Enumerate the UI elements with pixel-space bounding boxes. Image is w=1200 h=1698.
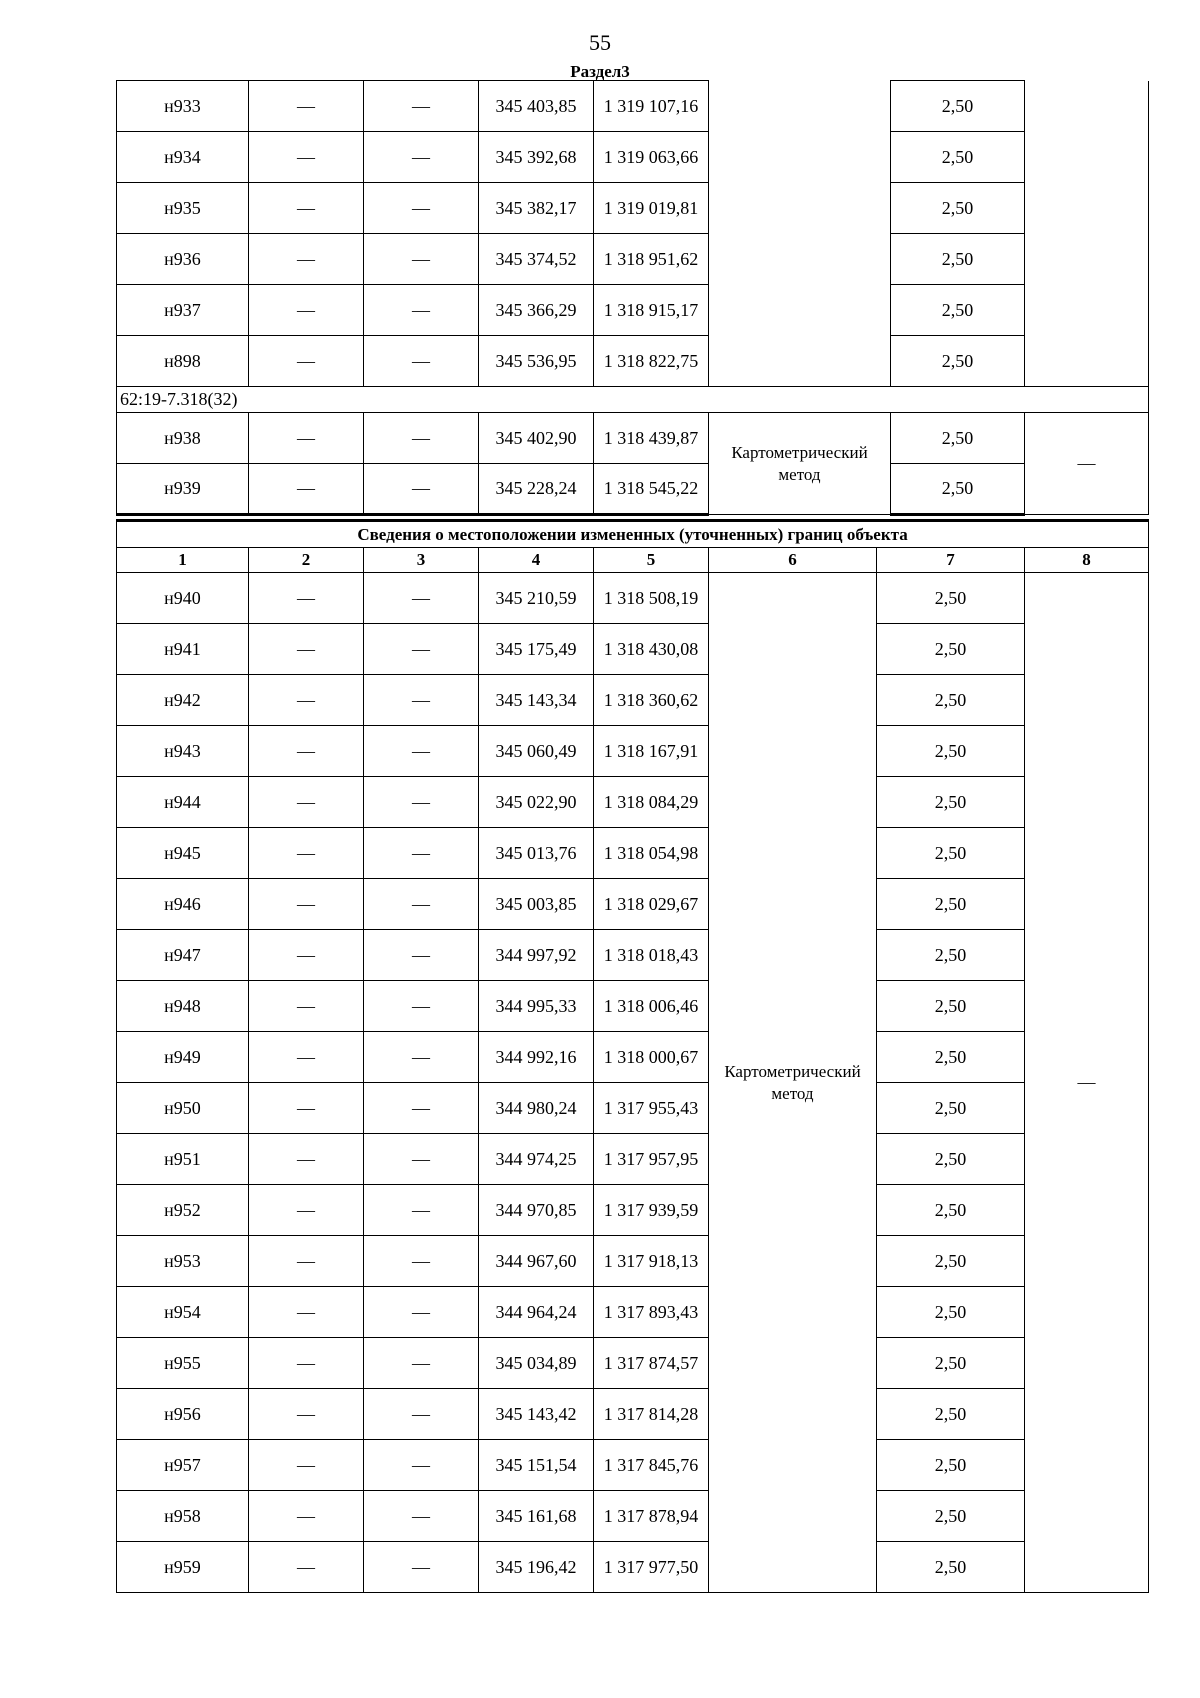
col3-cell: — — [364, 1338, 479, 1389]
col3-cell: — — [364, 234, 479, 285]
accuracy-cell: 2,50 — [877, 1491, 1025, 1542]
column-number: 8 — [1025, 548, 1149, 573]
table-row — [117, 1083, 1149, 1134]
col2-cell: — — [249, 234, 364, 285]
col3-cell: — — [364, 336, 479, 387]
table-row — [117, 828, 1149, 879]
col2-cell: — — [249, 930, 364, 981]
column-number: 3 — [364, 548, 479, 573]
y-coordinate-cell: 1 317 814,28 — [594, 1389, 709, 1440]
accuracy-cell: 2,50 — [891, 234, 1025, 285]
table-row — [117, 624, 1149, 675]
col2-cell: — — [249, 981, 364, 1032]
table-row — [117, 930, 1149, 981]
coordinates-table-top — [116, 80, 1149, 516]
x-coordinate-cell: 344 992,16 — [479, 1032, 594, 1083]
col2-cell: — — [249, 1083, 364, 1134]
point-id-cell: н944 — [117, 777, 249, 828]
accuracy-cell: 2,50 — [891, 464, 1025, 515]
x-coordinate-cell: 345 403,85 — [479, 81, 594, 132]
y-coordinate-cell: 1 317 845,76 — [594, 1440, 709, 1491]
accuracy-cell: 2,50 — [877, 624, 1025, 675]
table-row — [117, 1338, 1149, 1389]
page-number: 55 — [589, 30, 611, 55]
y-coordinate-cell: 1 317 874,57 — [594, 1338, 709, 1389]
table-row — [117, 777, 1149, 828]
col3-cell: — — [364, 1032, 479, 1083]
col2-cell: — — [249, 777, 364, 828]
point-id-cell: н936 — [117, 234, 249, 285]
method-cell — [709, 573, 877, 1593]
x-coordinate-cell: 345 022,90 — [479, 777, 594, 828]
y-coordinate-cell: 1 319 063,66 — [594, 132, 709, 183]
y-coordinate-cell: 1 318 054,98 — [594, 828, 709, 879]
y-coordinate-cell: 1 317 957,95 — [594, 1134, 709, 1185]
method-line-2: метод — [771, 1083, 814, 1103]
table-row — [117, 1440, 1149, 1491]
col3-cell: — — [364, 624, 479, 675]
x-coordinate-cell: 345 210,59 — [479, 573, 594, 624]
point-id-cell: н939 — [117, 464, 249, 515]
col2-cell: — — [249, 675, 364, 726]
y-coordinate-cell: 1 317 893,43 — [594, 1287, 709, 1338]
y-coordinate-cell: 1 318 167,91 — [594, 726, 709, 777]
x-coordinate-cell: 345 402,90 — [479, 413, 594, 464]
table-row — [117, 132, 1149, 183]
column-number: 2 — [249, 548, 364, 573]
col3-cell: — — [364, 1185, 479, 1236]
point-id-cell: н959 — [117, 1542, 249, 1593]
point-id-cell: н933 — [117, 81, 249, 132]
accuracy-cell: 2,50 — [877, 675, 1025, 726]
x-coordinate-cell: 345 196,42 — [479, 1542, 594, 1593]
x-coordinate-cell: 345 143,34 — [479, 675, 594, 726]
accuracy-cell: 2,50 — [877, 981, 1025, 1032]
col3-cell: — — [364, 1542, 479, 1593]
col3-cell: — — [364, 981, 479, 1032]
accuracy-cell: 2,50 — [877, 1287, 1025, 1338]
x-coordinate-cell: 344 995,33 — [479, 981, 594, 1032]
accuracy-cell: 2,50 — [877, 930, 1025, 981]
col2-cell: — — [249, 1032, 364, 1083]
col2-cell: — — [249, 1236, 364, 1287]
point-id-cell: н942 — [117, 675, 249, 726]
col2-cell: — — [249, 1185, 364, 1236]
accuracy-cell: 2,50 — [877, 726, 1025, 777]
table-row — [117, 1032, 1149, 1083]
point-id-cell: н955 — [117, 1338, 249, 1389]
col3-cell: — — [364, 464, 479, 515]
col2-cell: — — [249, 413, 364, 464]
column-number: 1 — [117, 548, 249, 573]
y-coordinate-cell: 1 319 019,81 — [594, 183, 709, 234]
col3-cell: — — [364, 828, 479, 879]
x-coordinate-cell: 345 536,95 — [479, 336, 594, 387]
y-coordinate-cell: 1 317 878,94 — [594, 1491, 709, 1542]
col3-cell: — — [364, 1491, 479, 1542]
table-row — [117, 726, 1149, 777]
column-numbers-row — [117, 548, 1149, 573]
col8-dash-cell: — — [1025, 573, 1149, 1593]
col3-cell: — — [364, 1083, 479, 1134]
x-coordinate-cell: 345 060,49 — [479, 726, 594, 777]
table-row — [117, 1236, 1149, 1287]
col2-cell: — — [249, 1389, 364, 1440]
point-id-cell: н940 — [117, 573, 249, 624]
y-coordinate-cell: 1 318 545,22 — [594, 464, 709, 515]
accuracy-cell: 2,50 — [891, 413, 1025, 464]
point-id-cell: н938 — [117, 413, 249, 464]
y-coordinate-cell: 1 318 000,67 — [594, 1032, 709, 1083]
x-coordinate-cell: 345 003,85 — [479, 879, 594, 930]
method-line-1: Картометрический — [724, 1061, 861, 1081]
col2-cell: — — [249, 183, 364, 234]
col3-cell: — — [364, 183, 479, 234]
point-id-cell: н945 — [117, 828, 249, 879]
table-row — [117, 285, 1149, 336]
parcel-id-row — [117, 387, 1149, 413]
col2-cell: — — [249, 1491, 364, 1542]
point-id-cell: н937 — [117, 285, 249, 336]
table-row — [117, 981, 1149, 1032]
x-coordinate-cell: 345 392,68 — [479, 132, 594, 183]
method-cell — [709, 413, 891, 515]
accuracy-cell: 2,50 — [877, 1542, 1025, 1593]
accuracy-cell: 2,50 — [877, 828, 1025, 879]
column-number: 4 — [479, 548, 594, 573]
col2-cell: — — [249, 1134, 364, 1185]
col2-cell: — — [249, 81, 364, 132]
col2-cell: — — [249, 1338, 364, 1389]
col8-dash-cell: — — [1025, 413, 1149, 515]
col3-cell: — — [364, 675, 479, 726]
x-coordinate-cell: 345 151,54 — [479, 1440, 594, 1491]
y-coordinate-cell: 1 317 918,13 — [594, 1236, 709, 1287]
accuracy-cell: 2,50 — [891, 132, 1025, 183]
y-coordinate-cell: 1 317 977,50 — [594, 1542, 709, 1593]
col3-cell: — — [364, 777, 479, 828]
point-id-cell: н935 — [117, 183, 249, 234]
point-id-cell: н949 — [117, 1032, 249, 1083]
x-coordinate-cell: 345 161,68 — [479, 1491, 594, 1542]
column-number: 6 — [709, 548, 877, 573]
point-id-cell: н946 — [117, 879, 249, 930]
blank-col6-cell — [709, 81, 891, 387]
accuracy-cell: 2,50 — [877, 777, 1025, 828]
y-coordinate-cell: 1 317 955,43 — [594, 1083, 709, 1134]
col3-cell: — — [364, 413, 479, 464]
blank-col8-cell — [1025, 81, 1149, 387]
accuracy-cell: 2,50 — [877, 1134, 1025, 1185]
col3-cell: — — [364, 132, 479, 183]
col2-cell: — — [249, 828, 364, 879]
accuracy-cell: 2,50 — [877, 1083, 1025, 1134]
table-row — [117, 81, 1149, 132]
table-row — [117, 1185, 1149, 1236]
x-coordinate-cell: 345 143,42 — [479, 1389, 594, 1440]
parcel-id: 62:19-7.318(32) — [117, 387, 1149, 413]
col3-cell: — — [364, 573, 479, 624]
table-row — [117, 1134, 1149, 1185]
table-row — [117, 675, 1149, 726]
y-coordinate-cell: 1 318 360,62 — [594, 675, 709, 726]
point-id-cell: н957 — [117, 1440, 249, 1491]
table-row — [117, 1542, 1149, 1593]
x-coordinate-cell: 345 175,49 — [479, 624, 594, 675]
col2-cell: — — [249, 726, 364, 777]
col2-cell: — — [249, 879, 364, 930]
accuracy-cell: 2,50 — [891, 336, 1025, 387]
section-heading: Сведения о местоположении измененных (уточненных) границ объекта — [117, 521, 1149, 548]
x-coordinate-cell: 344 974,25 — [479, 1134, 594, 1185]
x-coordinate-cell: 344 980,24 — [479, 1083, 594, 1134]
accuracy-cell: 2,50 — [877, 1032, 1025, 1083]
section-heading-row — [117, 521, 1149, 548]
col2-cell: — — [249, 464, 364, 515]
col3-cell: — — [364, 1287, 479, 1338]
y-coordinate-cell: 1 318 915,17 — [594, 285, 709, 336]
table-row — [117, 1287, 1149, 1338]
y-coordinate-cell: 1 318 018,43 — [594, 930, 709, 981]
y-coordinate-cell: 1 318 084,29 — [594, 777, 709, 828]
point-id-cell: н951 — [117, 1134, 249, 1185]
accuracy-cell: 2,50 — [877, 879, 1025, 930]
x-coordinate-cell: 344 964,24 — [479, 1287, 594, 1338]
y-coordinate-cell: 1 318 006,46 — [594, 981, 709, 1032]
method-line-2: метод — [778, 464, 821, 484]
accuracy-cell: 2,50 — [877, 1338, 1025, 1389]
x-coordinate-cell: 345 013,76 — [479, 828, 594, 879]
col3-cell: — — [364, 1134, 479, 1185]
col3-cell: — — [364, 285, 479, 336]
point-id-cell: н947 — [117, 930, 249, 981]
col2-cell: — — [249, 624, 364, 675]
col3-cell: — — [364, 1440, 479, 1491]
col3-cell: — — [364, 879, 479, 930]
x-coordinate-cell: 344 970,85 — [479, 1185, 594, 1236]
col2-cell: — — [249, 336, 364, 387]
point-id-cell: н953 — [117, 1236, 249, 1287]
point-id-cell: н952 — [117, 1185, 249, 1236]
col3-cell: — — [364, 1389, 479, 1440]
table-row — [117, 879, 1149, 930]
y-coordinate-cell: 1 318 822,75 — [594, 336, 709, 387]
accuracy-cell: 2,50 — [877, 1236, 1025, 1287]
table-row — [117, 413, 1149, 464]
changed-boundaries-table — [116, 519, 1149, 1593]
point-id-cell: н941 — [117, 624, 249, 675]
col2-cell: — — [249, 1440, 364, 1491]
y-coordinate-cell: 1 318 029,67 — [594, 879, 709, 930]
col3-cell: — — [364, 726, 479, 777]
column-number: 7 — [877, 548, 1025, 573]
table-row — [117, 183, 1149, 234]
y-coordinate-cell: 1 318 951,62 — [594, 234, 709, 285]
accuracy-cell: 2,50 — [877, 573, 1025, 624]
section-label: Раздел3 — [570, 62, 630, 81]
y-coordinate-cell: 1 318 508,19 — [594, 573, 709, 624]
column-number: 5 — [594, 548, 709, 573]
col3-cell: — — [364, 81, 479, 132]
y-coordinate-cell: 1 317 939,59 — [594, 1185, 709, 1236]
point-id-cell: н954 — [117, 1287, 249, 1338]
accuracy-cell: 2,50 — [891, 183, 1025, 234]
point-id-cell: н950 — [117, 1083, 249, 1134]
point-id-cell: н956 — [117, 1389, 249, 1440]
point-id-cell: н948 — [117, 981, 249, 1032]
col2-cell: — — [249, 1287, 364, 1338]
point-id-cell: н934 — [117, 132, 249, 183]
accuracy-cell: 2,50 — [877, 1389, 1025, 1440]
x-coordinate-cell: 344 997,92 — [479, 930, 594, 981]
col3-cell: — — [364, 930, 479, 981]
method-line-1: Картометрический — [731, 442, 868, 462]
y-coordinate-cell: 1 318 439,87 — [594, 413, 709, 464]
col2-cell: — — [249, 285, 364, 336]
table-row — [117, 234, 1149, 285]
table-row — [117, 573, 1149, 624]
x-coordinate-cell: 345 366,29 — [479, 285, 594, 336]
table-row — [117, 464, 1149, 515]
col2-cell: — — [249, 132, 364, 183]
x-coordinate-cell: 345 374,52 — [479, 234, 594, 285]
y-coordinate-cell: 1 319 107,16 — [594, 81, 709, 132]
x-coordinate-cell: 345 382,17 — [479, 183, 594, 234]
accuracy-cell: 2,50 — [877, 1185, 1025, 1236]
point-id-cell: н943 — [117, 726, 249, 777]
point-id-cell: н898 — [117, 336, 249, 387]
col3-cell: — — [364, 1236, 479, 1287]
y-coordinate-cell: 1 318 430,08 — [594, 624, 709, 675]
table-row — [117, 336, 1149, 387]
table-row — [117, 1491, 1149, 1542]
x-coordinate-cell: 345 034,89 — [479, 1338, 594, 1389]
table-row — [117, 1389, 1149, 1440]
col2-cell: — — [249, 1542, 364, 1593]
x-coordinate-cell: 345 228,24 — [479, 464, 594, 515]
x-coordinate-cell: 344 967,60 — [479, 1236, 594, 1287]
accuracy-cell: 2,50 — [891, 285, 1025, 336]
accuracy-cell: 2,50 — [891, 81, 1025, 132]
accuracy-cell: 2,50 — [877, 1440, 1025, 1491]
col2-cell: — — [249, 573, 364, 624]
point-id-cell: н958 — [117, 1491, 249, 1542]
